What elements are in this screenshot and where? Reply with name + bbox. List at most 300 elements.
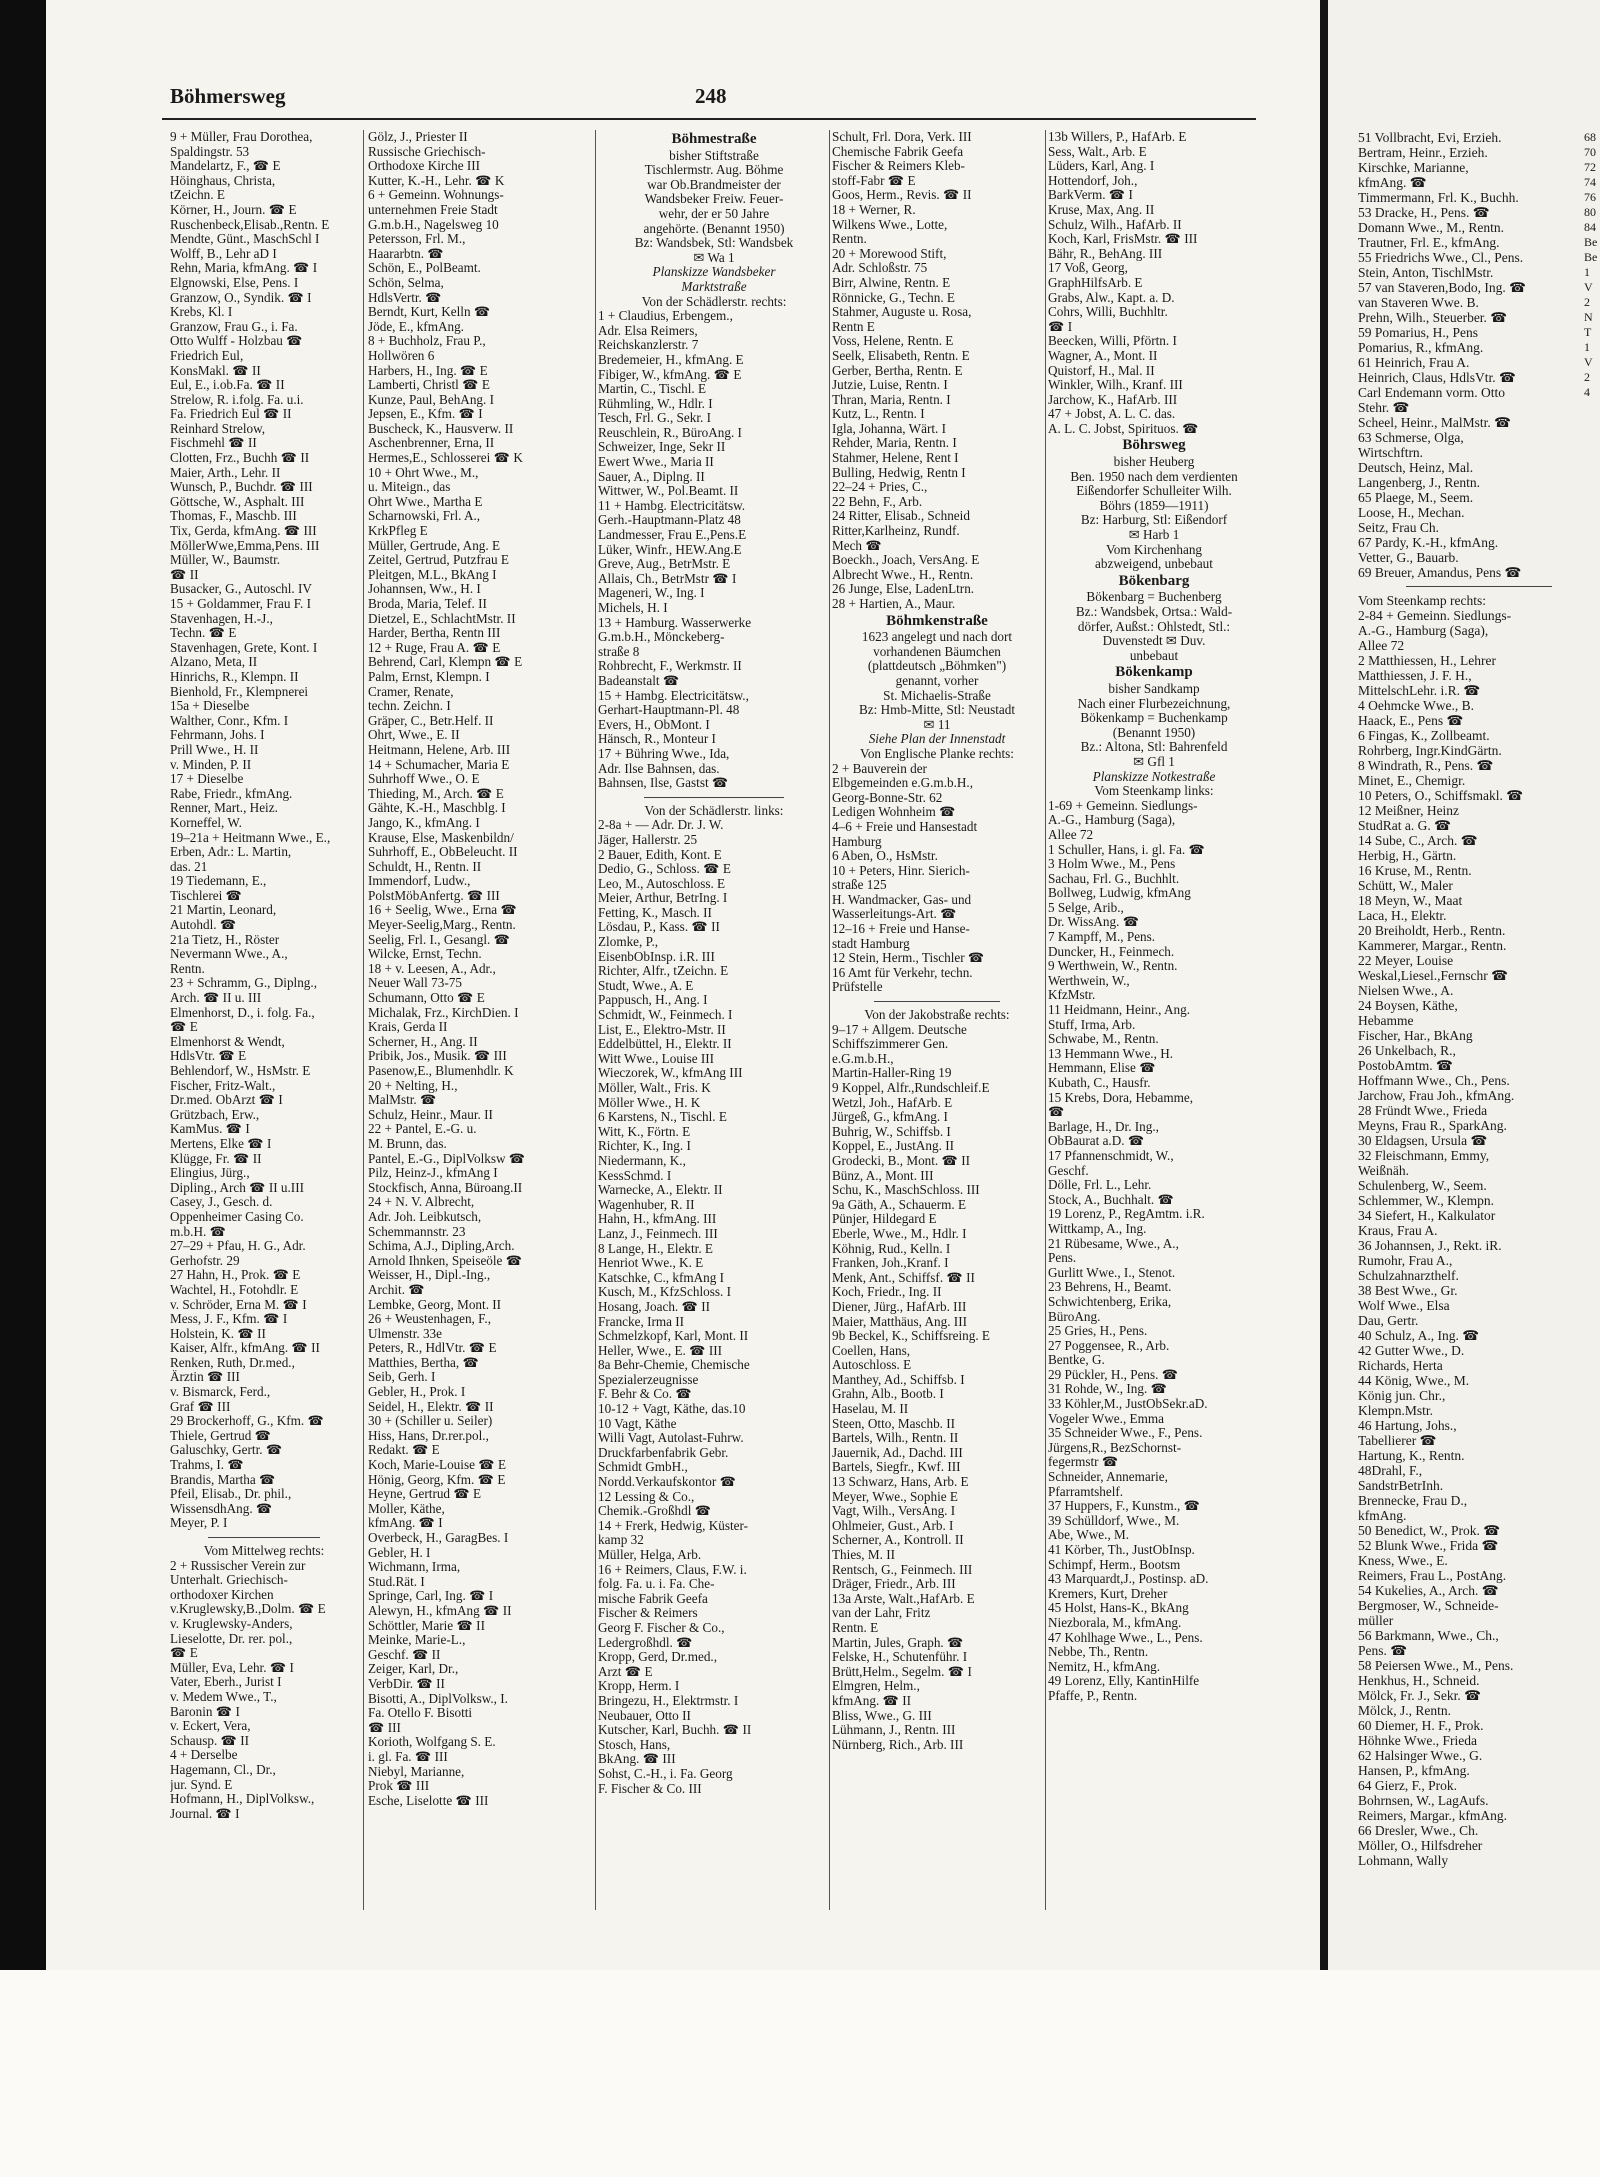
directory-entry: Ledergroßhdl. ☎	[598, 1635, 693, 1650]
directory-entry: Bähr, R., BehAng. III	[1048, 246, 1163, 261]
directory-entry: Beecken, Willi, Pförtn. I	[1048, 334, 1177, 349]
directory-entry: Wirtschftrn.	[1358, 445, 1424, 460]
directory-entry: kfmAng. ☎	[1358, 175, 1427, 190]
directory-entry: i. gl. Fa. ☎ III	[368, 1749, 448, 1764]
directory-entry: Bartels, Siegfr., Kwf. III	[832, 1460, 961, 1475]
directory-entry: Harbers, H., Ing. ☎ E	[368, 363, 488, 378]
directory-entry: Meyer, Wwe., Sophie E	[832, 1489, 958, 1504]
directory-entry: Gurlitt Wwe., I., Stenot.	[1048, 1265, 1176, 1280]
directory-entry: Stockfisch, Anna, Büroang.II	[368, 1180, 523, 1195]
street-note: angehörte. (Benannt 1950)	[643, 221, 785, 236]
directory-entry: Hänsch, R., Monteur I	[598, 732, 716, 747]
directory-entry: Moller, Käthe,	[368, 1501, 445, 1516]
directory-entry: Nemitz, H., kfmAng.	[1048, 1659, 1161, 1674]
directory-entry: 70	[1584, 145, 1596, 159]
directory-entry: 57 van Staveren,Bodo, Ing. ☎	[1358, 280, 1526, 295]
directory-entry: 29 Brockerhoff, G., Kfm. ☎	[170, 1414, 324, 1429]
directory-entry: 13b Willers, P., HafArb. E	[1048, 130, 1187, 144]
directory-entry: Hollwören 6	[368, 348, 435, 363]
directory-entry: Ledigen Wohnheim ☎	[832, 805, 956, 820]
directory-entry: Georg-Bonne-Str. 62	[832, 790, 943, 805]
directory-entry: Mertens, Elke ☎ I	[170, 1136, 272, 1151]
directory-entry: 22 + Pantel, E.-G. u.	[368, 1122, 477, 1137]
directory-entry: Allee 72	[1358, 638, 1405, 653]
directory-entry: Korneffel, W.	[170, 815, 242, 830]
directory-entry: 4	[1584, 385, 1590, 399]
directory-entry: Rumohr, Frau A.,	[1358, 1253, 1453, 1268]
directory-entry: Stavenhagen, H.-J.,	[170, 611, 273, 626]
directory-entry: Schweizer, Inge, Sekr II	[598, 440, 726, 455]
directory-entry: Schausp. ☎ II	[170, 1733, 250, 1748]
directory-entry: Hiss, Hans, Dr.rer.pol.,	[368, 1428, 489, 1443]
directory-entry: v. Bismarck, Ferd.,	[170, 1385, 271, 1400]
directory-entry: Orthodoxe Kirche III	[368, 159, 481, 174]
directory-entry: Henriot Wwe., K. E	[598, 1256, 704, 1271]
directory-entry: 16 + Reimers, Claus, F.W. i.	[598, 1562, 747, 1577]
directory-entry: Schmidt, W., Feinmech. I	[598, 1008, 733, 1023]
directory-entry: Landmesser, Frau E.,Pens.E	[598, 528, 747, 543]
directory-entry: Kutscher, Karl, Buchh. ☎ II	[598, 1723, 752, 1738]
directory-entry: Müller, Helga, Arb.	[598, 1548, 702, 1562]
street-note: Ben. 1950 nach dem verdienten	[1070, 469, 1238, 484]
directory-entry: Peters, R., HdlVtr. ☎ E	[368, 1341, 497, 1356]
directory-entry: Autoschloss. E	[832, 1358, 912, 1373]
directory-entry: Elbgemeinden e.G.m.b.H.,	[832, 776, 973, 791]
directory-entry: Ohrt Wwe., Martha E	[368, 494, 483, 509]
directory-entry: KessSchmd. I	[598, 1168, 672, 1183]
directory-entry: Be	[1584, 250, 1598, 264]
directory-entry: Jürgens,R., BezSchornst-	[1048, 1440, 1182, 1455]
directory-entry: Thiele, Gertrud ☎	[170, 1428, 272, 1443]
directory-entry: Baronin ☎ I	[170, 1704, 240, 1719]
directory-entry: Tabellierer ☎	[1358, 1433, 1437, 1448]
directory-entry: Fa. Friedrich Eul ☎ II	[170, 407, 292, 422]
directory-entry: 23 + Schramm, G., Diplng.,	[170, 976, 317, 991]
directory-entry: Timmermann, Frl. K., Buchh.	[1358, 190, 1519, 205]
directory-entry: Richards, Herta	[1358, 1358, 1443, 1373]
map-note: Marktstraße	[681, 279, 747, 294]
directory-entry: Grodecki, B., Mont. ☎ II	[832, 1153, 971, 1168]
directory-entry: Clotten, Frz., Buchh ☎ II	[170, 451, 310, 466]
directory-entry: 27–29 + Pfau, H. G., Adr.	[170, 1239, 306, 1254]
directory-entry: Georg F. Fischer & Co.,	[598, 1620, 725, 1635]
directory-entry: Behrend, Carl, Klempn ☎ E	[368, 655, 523, 670]
directory-entry: Matthies, Bertha, ☎	[368, 1355, 479, 1370]
directory-entry: Scharnowski, Frl. A.,	[368, 509, 481, 524]
directory-entry: 37 Huppers, F., Kunstm., ☎	[1048, 1499, 1201, 1514]
directory-entry: Rehn, Maria, kfmAng. ☎ I	[170, 261, 318, 276]
directory-entry: Schmidt GmbH.,	[598, 1460, 688, 1475]
directory-entry: Lohmann, Wally	[1358, 1853, 1449, 1868]
directory-entry: Michels, H. I	[598, 601, 668, 615]
directory-entry: Hoffmann Wwe., Ch., Pens.	[1358, 1073, 1510, 1088]
page-header	[170, 84, 1250, 114]
directory-entry: Schimpf, Herm., Bootsm	[1048, 1557, 1181, 1572]
directory-entry: 10 Vagt, Käthe	[598, 1416, 677, 1431]
directory-entry: Manthey, Ad., Schiffsb. I	[832, 1372, 965, 1387]
directory-entry: Winkler, Wilh., Kranf. III	[1048, 378, 1183, 393]
directory-entry: Bahnsen, Ilse, Gastst ☎	[598, 776, 729, 791]
directory-entry: Suhrhoff Wwe., O. E	[368, 772, 480, 787]
directory-entry: 64 Gierz, F., Prok.	[1358, 1778, 1458, 1793]
directory-entry: Wagenhuber, R. II	[598, 1197, 695, 1212]
directory-entry: Tischlerei ☎	[170, 888, 242, 903]
directory-entry: 6 Karstens, N., Tischl. E	[598, 1110, 727, 1125]
directory-entry: Müller, Eva, Lehr. ☎ I	[170, 1660, 294, 1675]
directory-entry: Fa. Otello F. Bisotti	[368, 1706, 473, 1721]
directory-entry: Druckfarbenfabrik Gebr.	[598, 1445, 729, 1460]
directory-entry: Nordd.Verkaufskontor ☎	[598, 1475, 737, 1490]
directory-entry: v. Schröder, Erna M. ☎ I	[170, 1297, 307, 1312]
directory-entry: Rentn. E	[832, 1620, 879, 1635]
directory-entry: Minet, E., Chemigr.	[1358, 773, 1466, 788]
directory-entry: Erben, Adr.: L. Martin,	[170, 845, 292, 860]
directory-entry: Cohrs, Willi, Buchhltr.	[1048, 305, 1168, 320]
directory-entry: Elgnowski, Else, Pens. I	[170, 275, 299, 290]
directory-entry: Schlemmer, W., Klempn.	[1358, 1193, 1494, 1208]
directory-entry: Galuschky, Gertr. ☎	[170, 1443, 283, 1458]
directory-entry: Neuer Wall 73-75	[368, 976, 462, 991]
directory-entry: 2-84 + Gemeinn. Siedlungs-	[1358, 608, 1512, 623]
directory-entry: 17 + Dieselbe	[170, 772, 244, 787]
directory-entry: 69 Breuer, Amandus, Pens ☎	[1358, 565, 1522, 580]
directory-entry: tZeichn. E	[170, 188, 225, 203]
directory-entry: straße 8	[598, 644, 640, 659]
directory-entry: Körner, H., Journ. ☎ E	[170, 202, 297, 217]
directory-entry: 12–16 + Freie und Hanse-	[832, 922, 970, 937]
header-rule	[162, 118, 1256, 120]
directory-entry: Weskal,Liesel.,Fernschr ☎	[1358, 968, 1508, 983]
directory-entry: KfzMstr.	[1048, 988, 1096, 1003]
directory-entry: Lieselotte, Dr. rer. pol.,	[170, 1631, 293, 1646]
directory-entry: Bliss, Wwe., G. III	[832, 1708, 932, 1723]
section-divider	[644, 797, 783, 798]
directory-entry: 24 Boysen, Käthe,	[1358, 998, 1458, 1013]
directory-entry: BkAng. ☎ III	[598, 1752, 676, 1767]
directory-entry: Schmelzkopf, Karl, Mont. II	[598, 1329, 749, 1344]
directory-entry: 15 + Hambg. Electricitätsw.,	[598, 688, 749, 703]
directory-entry: 50 Benedict, W., Prok. ☎	[1358, 1523, 1501, 1538]
directory-entry: Rentn E	[832, 319, 875, 334]
directory-entry: 16 + Seelig, Wwe., Erna ☎	[368, 903, 517, 918]
directory-entry: 8 Lange, H., Elektr. E	[598, 1241, 713, 1256]
directory-entry: Seidel, H., Elektr. ☎ II	[368, 1399, 494, 1414]
directory-entry: ☎ E	[170, 1646, 198, 1661]
directory-entry: Wunsch, P., Buchdr. ☎ III	[170, 480, 313, 495]
directory-entry: A.-G., Hamburg (Saga),	[1048, 813, 1176, 828]
directory-entry: Kremers, Kurt, Dreher	[1048, 1586, 1168, 1601]
directory-entry: Coellen, Hans,	[832, 1343, 911, 1358]
directory-entry: Wasserleitungs-Art. ☎	[832, 907, 957, 922]
directory-entry: 24 + N. V. Albrecht,	[368, 1195, 475, 1210]
directory-entry: Zeitel, Gertrud, Putzfrau E	[368, 553, 509, 568]
facing-page-column	[1358, 130, 1600, 1868]
directory-entry: Adr. Elsa Reimers,	[598, 323, 698, 338]
section-divider	[1406, 586, 1551, 587]
directory-entry: 17 Voß, Georg,	[1048, 261, 1128, 276]
directory-entry: Prok ☎ III	[368, 1779, 430, 1794]
directory-entry: Klempn.Mstr.	[1358, 1403, 1434, 1418]
directory-entry: Stavenhagen, Grete, Kont. I	[170, 640, 318, 655]
directory-entry: Fischer & Reimers	[598, 1606, 698, 1621]
directory-entry: Scheel, Heinr., MalMstr. ☎	[1358, 415, 1511, 430]
directory-entry: v. Kruglewsky-Anders,	[170, 1616, 293, 1631]
directory-entry: Koch, Karl, FrisMstr. ☎ III	[1048, 232, 1198, 247]
street-note: wehr, der er 50 Jahre	[658, 206, 770, 221]
directory-entry: Witt Wwe., Louise III	[598, 1051, 715, 1066]
directory-entry: Sohst, C.-H., i. Fa. Georg	[598, 1766, 733, 1781]
directory-entry: PostobAmtm. ☎	[1358, 1058, 1453, 1073]
directory-entry: Matthiessen, J. F. H.,	[1358, 668, 1472, 683]
directory-entry: 3 Holm Wwe., M., Pens	[1048, 857, 1176, 872]
directory-entry: Kammerer, Margar., Rentn.	[1358, 938, 1507, 953]
page-number: 248	[695, 84, 727, 108]
directory-entry: Fischer, Fritz-Walt.,	[170, 1078, 276, 1093]
directory-entry: Gerhart-Hauptmann-Pl. 48	[598, 703, 740, 718]
directory-entry: Jürgeß, G., kfmAng. I	[832, 1110, 948, 1125]
directory-entry: Meyer-Seelig,Marg., Rentn.	[368, 918, 516, 933]
directory-entry: H. Wandmacker, Gas- und	[832, 892, 972, 907]
directory-entry: v. Minden, P. II	[170, 757, 252, 772]
section-divider	[874, 1001, 1000, 1002]
directory-entry: 13 Hemmann Wwe., H.	[1048, 1046, 1174, 1061]
directory-entry: V	[1584, 355, 1593, 369]
scan-margin	[0, 1970, 1600, 2177]
directory-entry: Duncker, H., Feinmech.	[1048, 944, 1175, 959]
directory-entry: van der Lahr, Fritz	[832, 1606, 931, 1621]
street-heading: Böhmkenstraße	[886, 613, 988, 629]
directory-entry: Elingius, Jürg.,	[170, 1166, 250, 1181]
directory-entry: Heller, Wwe., E. ☎ III	[598, 1343, 723, 1358]
directory-entry: Autohdl. ☎	[170, 918, 237, 933]
directory-entry: Ohrt, Wwe., E. II	[368, 728, 460, 743]
directory-entry: Russische Griechisch-	[368, 144, 486, 159]
directory-entry: 9 Koppel, Alfr.,Rundschleif.E	[832, 1081, 990, 1095]
directory-entry: v.Kruglewsky,B.,Dolm. ☎ E	[170, 1602, 326, 1617]
directory-entry: Geschf. ☎ II	[368, 1647, 441, 1662]
directory-entry: fegermstr ☎	[1048, 1455, 1119, 1470]
directory-entry: 10 + Ohrt Wwe., M.,	[368, 465, 479, 480]
directory-entry: Bienhold, Fr., Klempnerei	[170, 684, 309, 699]
directory-entry: 26 Junge, Else, LadenLtrn.	[832, 582, 975, 597]
directory-entry: 2 Bauer, Edith, Kont. E	[598, 847, 722, 862]
directory-entry: Ulmenstr. 33e	[368, 1326, 442, 1341]
directory-entry: 22 Meyer, Louise	[1358, 953, 1454, 968]
directory-entry: Niezborala, M., kfmAng.	[1048, 1615, 1182, 1630]
directory-entry: Schuldt, H., Rentn. II	[368, 859, 482, 874]
street-note: Von der Schädlerstr. rechts:	[641, 294, 787, 309]
directory-entry: Palm, Ernst, Klempn. I	[368, 669, 490, 684]
directory-entry: Oppenheimer Casing Co.	[170, 1209, 304, 1224]
directory-entry: 35 Schneider Wwe., F., Pens.	[1048, 1426, 1203, 1441]
directory-entry: kfmAng. ☎ I	[368, 1516, 443, 1531]
directory-entry: 30 + (Schiller u. Seiler)	[368, 1414, 493, 1429]
directory-entry: Bollweg, Ludwig, kfmAng	[1048, 886, 1191, 901]
directory-entry: Wachtel, H., Fotohdlr. E	[170, 1282, 299, 1297]
directory-entry: u. Miteign., das	[368, 480, 451, 495]
directory-entry: Hosang, Joach. ☎ II	[598, 1299, 711, 1314]
directory-entry: Pens. ☎	[1358, 1643, 1408, 1658]
directory-entry: Seelk, Elisabeth, Rentn. E	[832, 348, 970, 363]
directory-entry: 29 Pückler, H., Pens. ☎	[1048, 1367, 1179, 1382]
directory-entry: 18 + v. Leesen, A., Adr.,	[368, 961, 496, 976]
directory-entry: Hebamme	[1358, 1013, 1414, 1028]
directory-entry: 5 Selge, Arib.,	[1048, 900, 1124, 915]
street-note: Vom Steenkamp links:	[1094, 784, 1214, 799]
directory-entry: Granzow, Frau G., i. Fa.	[170, 319, 298, 334]
directory-entry: Stein, Anton, TischlMstr.	[1358, 265, 1494, 280]
directory-entry: 8a Behr-Chemie, Chemische	[598, 1358, 750, 1373]
directory-entry: Albrecht Wwe., H., Rentn.	[832, 567, 974, 582]
street-note: ✉ 11	[923, 717, 951, 732]
directory-entry: ☎ E	[170, 1020, 198, 1035]
directory-entry: Unterhalt. Griechisch-	[170, 1573, 288, 1588]
directory-entry: 9 Werthwein, W., Rentn.	[1048, 959, 1178, 974]
directory-entry: 47 + Jobst, A. L. C. das.	[1048, 407, 1176, 422]
directory-entry: jur. Synd. E	[170, 1777, 233, 1792]
directory-entry: kamp 32	[598, 1533, 644, 1548]
column-5	[1048, 130, 1260, 1704]
directory-entry: Boeckh., Joach, VersAng. E	[832, 553, 980, 568]
directory-entry: 9 + Müller, Frau Dorothea,	[170, 130, 313, 144]
street-note: Böhrs (1859—1911)	[1099, 498, 1209, 513]
street-note: Von der Schädlerstr. links:	[644, 803, 784, 818]
directory-entry: Krais, Gerda II	[368, 1020, 448, 1035]
directory-entry: Aschenbrenner, Erna, II	[368, 436, 495, 451]
directory-entry: Immendorf, Ludw.,	[368, 874, 471, 889]
directory-entry: Brennecke, Frau D.,	[1358, 1493, 1468, 1508]
directory-entry: Chemische Fabrik Geefa	[832, 144, 964, 159]
directory-entry: Gebler, H. I	[368, 1545, 431, 1560]
directory-entry: Rabe, Friedr., kfmAng.	[170, 786, 293, 801]
directory-entry: Kraus, Frau A.	[1358, 1223, 1438, 1238]
directory-entry: Lüders, Karl, Ang. I	[1048, 159, 1155, 174]
directory-entry: Kubath, C., Hausfr.	[1048, 1076, 1151, 1090]
directory-entry: Gölz, J., Priester II	[368, 130, 468, 144]
directory-entry: Rühmling, W., Hdlr. I	[598, 396, 713, 411]
directory-entry: kfmAng. ☎ II	[832, 1693, 912, 1708]
directory-entry: ☎ I	[1048, 319, 1073, 334]
directory-entry: Schulz, Wilh., HafArb. II	[1048, 217, 1182, 232]
directory-entry: Leo, M., Autoschloss. E	[598, 876, 726, 891]
directory-entry: Niebyl, Marianne,	[368, 1764, 465, 1779]
directory-entry: Jarchow, K., HafArb. III	[1048, 392, 1178, 407]
directory-entry: Arzt ☎ E	[598, 1664, 653, 1679]
directory-entry: Hahn, H., kfmAng. III	[598, 1212, 717, 1227]
directory-entry: Maier, Arth., Lehr. II	[170, 465, 281, 480]
directory-entry: Wagner, A., Mont. II	[1048, 348, 1158, 363]
directory-entry: Pribik, Jos., Musik. ☎ III	[368, 1049, 507, 1064]
directory-entry: Johannsen, Ww., H. I	[368, 582, 481, 597]
directory-entry: Dr.med. ObArzt ☎ I	[170, 1093, 283, 1108]
directory-entry: 63 Schmerse, Olga,	[1358, 430, 1464, 445]
directory-entry: Bentke, G.	[1048, 1353, 1105, 1368]
directory-entry: Elmenhorst, D., i. folg. Fa.,	[170, 1005, 315, 1020]
directory-entry: BarkVerm. ☎ I	[1048, 188, 1133, 203]
directory-entry: Schneider, Annemarie,	[1048, 1470, 1168, 1485]
directory-entry: M. Brunn, das.	[368, 1136, 447, 1151]
directory-entry: 19–21a + Heitmann Wwe., E.,	[170, 830, 331, 845]
directory-entry: Eddelbüttel, H., Elektr. II	[598, 1037, 732, 1052]
directory-entry: 22–24 + Pries, C.,	[832, 480, 928, 495]
directory-entry: Springe, Carl, Ing. ☎ I	[368, 1589, 494, 1604]
directory-entry: Thomas, F., Maschb. III	[170, 509, 297, 524]
directory-entry: 76	[1584, 190, 1596, 204]
directory-entry: Felske, H., Schutenführ. I	[832, 1650, 968, 1665]
directory-entry: 4 + Derselbe	[170, 1748, 238, 1763]
directory-entry: 15a + Dieselbe	[170, 699, 250, 714]
directory-entry: 2-8a + — Adr. Dr. J. W.	[598, 818, 724, 833]
directory-entry: Barlage, H., Dr. Ing.,	[1048, 1119, 1159, 1134]
directory-entry: Michalak, Frz., KirchDien. I	[368, 1005, 519, 1020]
street-note: abzweigend, unbebaut	[1095, 557, 1213, 572]
directory-entry: Mageneri, W., Ing. I	[598, 586, 705, 601]
directory-entry: Rohbrecht, F., Werkmstr. II	[598, 659, 742, 674]
directory-entry: 4 Oehmcke Wwe., B.	[1358, 698, 1474, 713]
directory-entry: Buhrig, W., Schiffsb. I	[832, 1124, 951, 1139]
directory-entry: Zlomke, P.,	[598, 935, 659, 950]
directory-entry: 10-12 + Vagt, Käthe, das.10	[598, 1402, 746, 1417]
directory-entry: Haselau, M. II	[832, 1402, 909, 1417]
directory-entry: Greve, Aug., BetrMstr. E	[598, 557, 731, 572]
directory-entry: Bertram, Heinr., Erzieh.	[1358, 145, 1488, 160]
directory-entry: Dau, Gertr.	[1358, 1313, 1419, 1328]
directory-entry: 16 Kruse, M., Rentn.	[1358, 863, 1472, 878]
directory-entry: Müller, W., Baumstr.	[170, 553, 281, 568]
directory-entry: Goos, Herm., Revis. ☎ II	[832, 188, 972, 203]
directory-entry: Koch, Marie-Louise ☎ E	[368, 1458, 507, 1473]
directory-entry: 22 Behn, F., Arb.	[832, 494, 923, 509]
directory-entry: Bredemeier, H., kfmAng. E	[598, 352, 744, 367]
directory-entry: Elmgren, Helm.,	[832, 1679, 920, 1694]
directory-entry: 20 Breiholdt, Herb., Rentn.	[1358, 923, 1506, 938]
directory-entry: Reimers, Frau L., PostAng.	[1358, 1568, 1507, 1583]
directory-entry: Spezialerzeugnisse	[598, 1372, 699, 1387]
directory-entry: Fischer & Reimers Kleb-	[832, 159, 965, 174]
directory-entry: 10 + Peters, Hinr. Sierich-	[832, 863, 970, 878]
directory-entry: Lüker, Winfr., HEW.Ang.E	[598, 542, 742, 557]
directory-entry: Vagt, Wilh., VersAng. I	[832, 1504, 956, 1519]
street-note: bisher Heuberg	[1113, 455, 1195, 470]
directory-entry: Katschke, C., kfmAng I	[598, 1270, 724, 1285]
directory-entry: 1	[1584, 265, 1590, 279]
directory-entry: 52 Blunk Wwe., Frida ☎	[1358, 1538, 1499, 1553]
directory-entry: Menk, Ant., Schiffsf. ☎ II	[832, 1270, 975, 1285]
directory-entry: Kutter, K.-H., Lehr. ☎ K	[368, 173, 505, 188]
directory-entry: Friedrich Eul,	[170, 348, 244, 363]
directory-entry: Hartung, K., Rentn.	[1358, 1448, 1465, 1463]
directory-entry: Renner, Mart., Heiz.	[170, 801, 278, 816]
directory-entry: Stosch, Hans,	[598, 1737, 671, 1752]
directory-entry: MöllerWwe,Emma,Pens. III	[170, 538, 320, 553]
directory-entry: Loose, H., Mechan.	[1358, 505, 1465, 520]
directory-entry: Lamberti, Christl ☎ E	[368, 378, 490, 393]
directory-entry: Weisser, H., Dipl.-Ing.,	[368, 1268, 491, 1283]
directory-entry: 6 Fingas, K., Zollbeamt.	[1358, 728, 1490, 743]
directory-entry: Redakt. ☎ E	[368, 1443, 440, 1458]
directory-entry: Eberle, Wwe., M., Hdlr. I	[832, 1226, 967, 1241]
directory-entry: Deutsch, Heinz, Mal.	[1358, 460, 1474, 475]
street-note: Duvenstedt ✉ Duv.	[1102, 634, 1206, 649]
directory-entry: Stehr. ☎	[1358, 400, 1410, 415]
directory-entry: Lanz, J., Feinmech. III	[598, 1226, 718, 1241]
column-3	[598, 130, 830, 1796]
directory-entry: 45 Holst, Hans-K., BkAng	[1048, 1601, 1189, 1616]
directory-entry: Grützbach, Erw.,	[170, 1107, 260, 1122]
directory-entry: Diener, Jürg., HafArb. III	[832, 1299, 967, 1314]
directory-entry: 59 Pomarius, H., Pens	[1358, 325, 1479, 340]
directory-entry: techn. Zeichn. I	[368, 699, 451, 714]
